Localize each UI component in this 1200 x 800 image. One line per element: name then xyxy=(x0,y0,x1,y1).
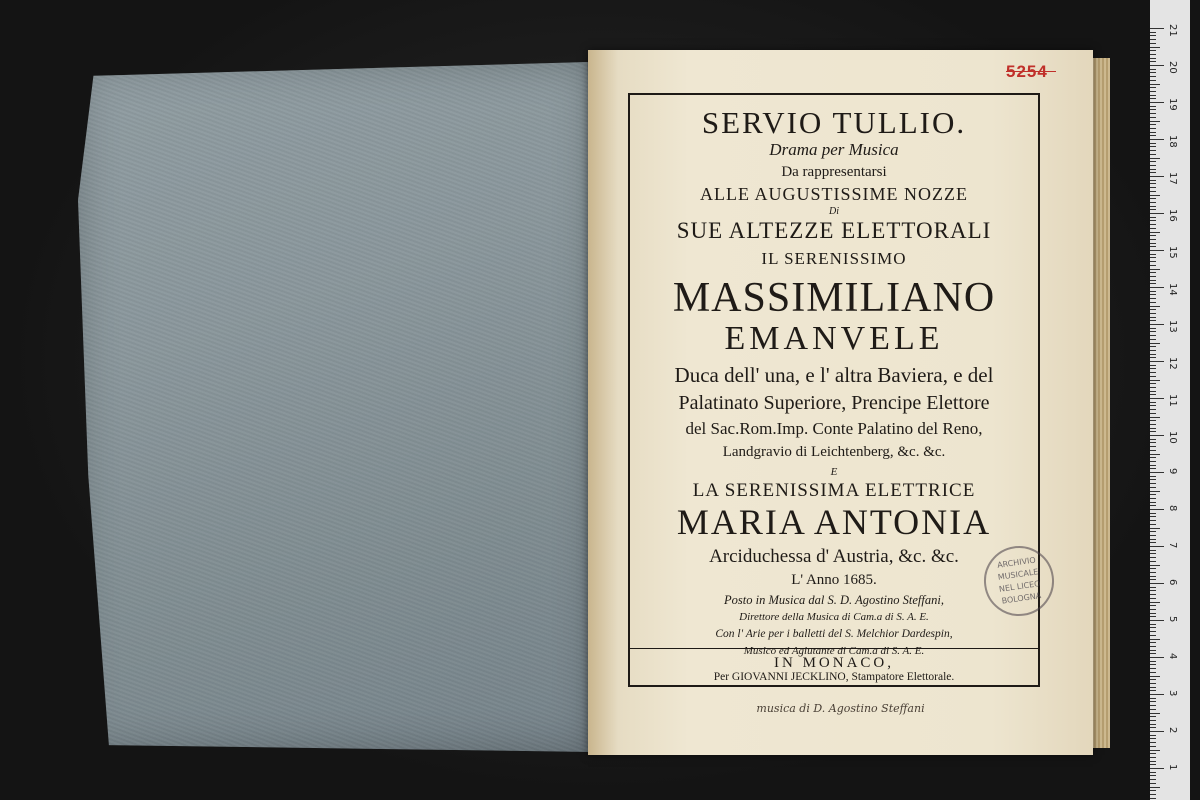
ruler-tick xyxy=(1150,272,1156,273)
ruler-tick xyxy=(1150,561,1156,562)
ruler-tick xyxy=(1150,768,1164,769)
ruler-tick xyxy=(1150,498,1156,499)
ruler-tick xyxy=(1150,180,1156,181)
ruler-number: 13 xyxy=(1167,320,1178,333)
title-servio-tullio: SERVIO TULLIO. xyxy=(701,105,967,140)
ruler-tick xyxy=(1150,772,1156,773)
ruler-tick xyxy=(1150,713,1160,714)
ruler-tick xyxy=(1150,335,1156,336)
ruler-tick xyxy=(1150,676,1160,677)
ruler-tick xyxy=(1150,191,1156,192)
ruler-tick xyxy=(1150,553,1156,554)
ruler-tick xyxy=(1150,246,1156,247)
ruler-tick xyxy=(1150,531,1156,532)
ruler-tick xyxy=(1150,169,1156,170)
line-e: E xyxy=(830,466,838,478)
ruler-tick xyxy=(1150,491,1160,492)
ruler-tick xyxy=(1150,183,1156,184)
ruler-tick xyxy=(1150,158,1160,159)
ruler-tick xyxy=(1150,354,1156,355)
ruler-number: 6 xyxy=(1167,579,1178,586)
ruler-tick xyxy=(1150,213,1164,214)
ruler-tick xyxy=(1150,468,1156,469)
line-di: Di xyxy=(829,206,839,217)
ruler-tick xyxy=(1150,557,1156,558)
ruler-tick xyxy=(1150,250,1164,251)
ruler-number: 12 xyxy=(1167,357,1178,370)
ruler-tick xyxy=(1150,317,1156,318)
ruler-tick xyxy=(1150,409,1156,410)
ruler-tick xyxy=(1150,61,1156,62)
ruler-tick xyxy=(1150,439,1156,440)
ruler-tick xyxy=(1150,313,1156,314)
ruler-tick xyxy=(1150,794,1156,795)
ruler-tick xyxy=(1150,590,1156,591)
ruler-tick xyxy=(1150,309,1156,310)
ruler-tick xyxy=(1150,509,1164,510)
ruler-tick xyxy=(1150,605,1156,606)
ruler-tick xyxy=(1150,764,1156,765)
ruler-tick xyxy=(1150,257,1156,258)
ruler-tick xyxy=(1150,435,1164,436)
measuring-ruler xyxy=(1150,0,1190,800)
ruler-tick xyxy=(1150,646,1156,647)
ruler-tick xyxy=(1150,35,1156,36)
ruler-tick xyxy=(1150,69,1156,70)
line-massimiliano: MASSIMILIANO xyxy=(672,275,996,321)
ruler-tick xyxy=(1150,461,1156,462)
ruler-tick xyxy=(1150,361,1164,362)
ruler-tick xyxy=(1150,124,1156,125)
ruler-tick xyxy=(1150,243,1156,244)
ruler-tick xyxy=(1150,50,1156,51)
ruler-tick xyxy=(1150,254,1156,255)
ruler-tick xyxy=(1150,624,1156,625)
ruler-tick xyxy=(1150,787,1160,788)
ruler-tick xyxy=(1150,513,1156,514)
title-page xyxy=(588,50,1093,755)
ruler-tick xyxy=(1150,113,1156,114)
ruler-tick xyxy=(1150,121,1160,122)
ruler-tick xyxy=(1150,583,1164,584)
ruler-tick xyxy=(1150,95,1156,96)
ruler-tick xyxy=(1150,505,1156,506)
ruler-tick xyxy=(1150,587,1156,588)
ruler-tick xyxy=(1150,261,1156,262)
ruler-tick xyxy=(1150,779,1156,780)
ruler-tick xyxy=(1150,753,1156,754)
ruler-tick xyxy=(1150,616,1156,617)
ruler-number: 21 xyxy=(1167,24,1178,37)
ruler-tick xyxy=(1150,202,1156,203)
ruler-number: 20 xyxy=(1167,61,1178,74)
ruler-tick xyxy=(1150,672,1156,673)
stamp-line-1: ARCHIVIO xyxy=(996,555,1037,570)
ruler-tick xyxy=(1150,698,1156,699)
ruler-tick xyxy=(1150,84,1160,85)
ruler-tick xyxy=(1150,457,1156,458)
line-da-rappresentarsi: Da rappresentarsi xyxy=(781,164,887,180)
ruler-tick xyxy=(1150,635,1156,636)
ruler-tick xyxy=(1150,761,1156,762)
ruler-tick xyxy=(1150,283,1156,284)
ruler-tick xyxy=(1150,217,1156,218)
ruler-tick xyxy=(1150,705,1156,706)
line-anno: L' Anno 1685. xyxy=(791,572,877,588)
line-arciduchessa: Arciduchessa d' Austria, &c. &c. xyxy=(709,546,959,567)
line-posto-in-musica: Posto in Musica dal S. D. Agostino Steffani, xyxy=(724,593,944,607)
ruler-tick xyxy=(1150,91,1156,92)
ruler-tick xyxy=(1150,206,1156,207)
line-sac-rom: del Sac.Rom.Imp. Conte Palatino del Reno, xyxy=(685,419,983,438)
line-emanvele: EMANVELE xyxy=(724,320,944,357)
ruler-tick xyxy=(1150,65,1164,66)
ruler-number: 14 xyxy=(1167,283,1178,296)
ruler-tick xyxy=(1150,376,1156,377)
ruler-number: 5 xyxy=(1167,616,1178,623)
ruler-tick xyxy=(1150,195,1160,196)
ruler-tick xyxy=(1150,176,1164,177)
ruler-tick xyxy=(1150,346,1156,347)
line-in-monaco: IN MONACO, xyxy=(774,655,894,671)
ruler-tick xyxy=(1150,387,1156,388)
ruler-tick xyxy=(1150,476,1156,477)
ruler-tick xyxy=(1150,146,1156,147)
ruler-tick xyxy=(1150,428,1156,429)
ruler-tick xyxy=(1150,516,1156,517)
ruler-tick xyxy=(1150,47,1160,48)
ruler-number: 2 xyxy=(1167,727,1178,734)
ruler-tick xyxy=(1150,98,1156,99)
ruler-number: 18 xyxy=(1167,135,1178,148)
ruler-tick xyxy=(1150,413,1156,414)
ruler-tick xyxy=(1150,132,1156,133)
ruler-tick xyxy=(1150,106,1156,107)
ruler-number: 8 xyxy=(1167,505,1178,512)
ruler-tick xyxy=(1150,135,1156,136)
ruler-tick xyxy=(1150,58,1156,59)
ruler-tick xyxy=(1150,431,1156,432)
ruler-tick xyxy=(1150,579,1156,580)
ruler-tick xyxy=(1150,32,1156,33)
ruler-tick xyxy=(1150,398,1164,399)
ruler-tick xyxy=(1150,198,1156,199)
ruler-tick xyxy=(1150,235,1156,236)
ruler-tick xyxy=(1150,109,1156,110)
ruler-tick xyxy=(1150,43,1156,44)
stamp-line-2: MUSICALE xyxy=(997,567,1039,582)
ruler-tick xyxy=(1150,224,1156,225)
ruler-tick xyxy=(1150,727,1156,728)
ruler-number: 19 xyxy=(1167,98,1178,111)
ruler-tick xyxy=(1150,324,1164,325)
ruler-tick xyxy=(1150,357,1156,358)
ruler-tick xyxy=(1150,757,1156,758)
ruler-tick xyxy=(1150,528,1160,529)
ruler-tick xyxy=(1150,690,1156,691)
ruler-tick xyxy=(1150,446,1156,447)
ruler-tick xyxy=(1150,128,1156,129)
ruler-tick xyxy=(1150,746,1156,747)
line-serenissimo: IL SERENISSIMO xyxy=(761,249,907,268)
ruler-tick xyxy=(1150,39,1156,40)
ruler-tick xyxy=(1150,572,1156,573)
ruler-number: 9 xyxy=(1167,468,1178,475)
ruler-tick xyxy=(1150,735,1156,736)
ruler-tick xyxy=(1150,479,1156,480)
ruler-tick xyxy=(1150,298,1156,299)
ruler-tick xyxy=(1150,442,1156,443)
ruler-tick xyxy=(1150,465,1156,466)
ruler-tick xyxy=(1150,269,1160,270)
ruler-tick xyxy=(1150,343,1160,344)
ruler-tick xyxy=(1150,790,1156,791)
ruler-tick xyxy=(1150,76,1156,77)
ruler-tick xyxy=(1150,664,1156,665)
ruler-tick xyxy=(1150,368,1156,369)
ruler-tick xyxy=(1150,639,1160,640)
ruler-tick xyxy=(1150,424,1156,425)
line-direttore: Direttore della Musica di Cam.a di S. A. E. xyxy=(739,611,929,623)
ruler-tick xyxy=(1150,775,1156,776)
ruler-tick xyxy=(1150,143,1156,144)
ruler-tick xyxy=(1150,154,1156,155)
ruler-tick xyxy=(1150,546,1164,547)
ruler-tick xyxy=(1150,405,1156,406)
ruler-number: 15 xyxy=(1167,246,1178,259)
ruler-tick xyxy=(1150,394,1156,395)
ruler-tick xyxy=(1150,750,1160,751)
ruler-tick xyxy=(1150,80,1156,81)
ruler-tick xyxy=(1150,602,1160,603)
ruler-tick xyxy=(1150,631,1156,632)
ruler-tick xyxy=(1150,228,1156,229)
ruler-tick xyxy=(1150,265,1156,266)
ruler-tick xyxy=(1150,524,1156,525)
ruler-tick xyxy=(1150,668,1156,669)
stamp-line-4: BOLOGNA xyxy=(1001,591,1042,606)
ruler-tick xyxy=(1150,187,1156,188)
ruler-tick xyxy=(1150,716,1156,717)
ruler-tick xyxy=(1150,102,1164,103)
ruler-tick xyxy=(1150,172,1156,173)
line-duca: Duca dell' una, e l' altra Baviera, e del xyxy=(674,363,994,387)
title-frame xyxy=(628,93,1040,687)
ruler-tick xyxy=(1150,594,1156,595)
ruler-tick xyxy=(1150,568,1156,569)
ruler-tick xyxy=(1150,417,1160,418)
ruler-tick xyxy=(1150,679,1156,680)
ruler-tick xyxy=(1150,798,1156,799)
ruler-tick xyxy=(1150,328,1156,329)
ruler-tick xyxy=(1150,724,1156,725)
line-maria-antonia: MARIA ANTONIA xyxy=(676,502,992,542)
ruler-tick xyxy=(1150,653,1156,654)
ruler-number: 1 xyxy=(1167,764,1178,771)
ruler-tick xyxy=(1150,391,1156,392)
ruler-tick xyxy=(1150,694,1164,695)
ruler-tick xyxy=(1150,165,1156,166)
ruler-tick xyxy=(1150,331,1156,332)
ruler-tick xyxy=(1150,28,1164,29)
ruler-tick xyxy=(1150,139,1164,140)
ruler-tick xyxy=(1150,487,1156,488)
ruler-tick xyxy=(1150,87,1156,88)
ruler-number: 17 xyxy=(1167,172,1178,185)
ruler-tick xyxy=(1150,720,1156,721)
ruler-number: 11 xyxy=(1167,394,1178,407)
ruler-tick xyxy=(1150,276,1156,277)
line-landgravio: Landgravio di Leichtenberg, &c. &c. xyxy=(722,444,946,460)
line-arie-balletti: Con l' Arie per i balletti del S. Melchior Dardespin, xyxy=(715,628,953,640)
ruler-tick xyxy=(1150,783,1156,784)
ruler-tick xyxy=(1150,350,1156,351)
ruler-tick xyxy=(1150,339,1156,340)
ruler-number: 10 xyxy=(1167,431,1178,444)
subtitle-drama: Drama per Musica xyxy=(769,140,899,159)
ruler-tick xyxy=(1150,550,1156,551)
ruler-tick xyxy=(1150,209,1156,210)
ruler-tick xyxy=(1150,302,1156,303)
ruler-tick xyxy=(1150,450,1156,451)
ruler-tick xyxy=(1150,539,1156,540)
ruler-tick xyxy=(1150,365,1156,366)
ruler-tick xyxy=(1150,709,1156,710)
ruler-number: 16 xyxy=(1167,209,1178,222)
shelfmark-strike xyxy=(1006,71,1056,72)
ruler-tick xyxy=(1150,565,1160,566)
ruler-tick xyxy=(1150,54,1156,55)
ruler-tick xyxy=(1150,542,1156,543)
ruler-tick xyxy=(1150,620,1164,621)
ruler-tick xyxy=(1150,683,1156,684)
ruler-tick xyxy=(1150,72,1156,73)
ruler-tick xyxy=(1150,454,1160,455)
ruler-tick xyxy=(1150,287,1164,288)
ruler-tick xyxy=(1150,576,1156,577)
ruler-tick xyxy=(1150,291,1156,292)
ruler-tick xyxy=(1150,294,1156,295)
ruler-tick xyxy=(1150,232,1160,233)
ruler-tick xyxy=(1150,117,1156,118)
ruler-number: 3 xyxy=(1167,690,1178,697)
line-serenissima: LA SERENISSIMA ELETTRICE xyxy=(692,480,976,501)
ruler-tick xyxy=(1150,420,1156,421)
imprint-rule xyxy=(630,648,1038,649)
ruler-tick xyxy=(1150,472,1164,473)
line-printer: Per GIOVANNI JECKLINO, Stampatore Elettorale. xyxy=(713,671,955,683)
ruler-tick xyxy=(1150,627,1156,628)
shelfmark: 5254 xyxy=(1006,62,1048,81)
ruler-tick xyxy=(1150,731,1164,732)
ruler-tick xyxy=(1150,383,1156,384)
ruler-tick xyxy=(1150,402,1156,403)
line-musico: Musico ed Agiutante di Cam.a di S. A. E. xyxy=(743,645,925,657)
ruler-tick xyxy=(1150,535,1156,536)
stamp-line-3: NEL LICEO xyxy=(998,579,1042,594)
line-palatinato: Palatinato Superiore, Prencipe Elettore xyxy=(678,392,990,414)
ruler-tick xyxy=(1150,661,1156,662)
ruler-tick xyxy=(1150,320,1156,321)
ruler-tick xyxy=(1150,738,1156,739)
ruler-tick xyxy=(1150,609,1156,610)
ruler-tick xyxy=(1150,380,1160,381)
line-altezze: SUE ALTEZZE ELETTORALI xyxy=(676,218,992,243)
ruler-tick xyxy=(1150,701,1156,702)
line-nozze: ALLE AUGUSTISSIME NOZZE xyxy=(700,184,968,204)
ruler-tick xyxy=(1150,239,1156,240)
ruler-tick xyxy=(1150,657,1164,658)
ruler-number: 4 xyxy=(1167,653,1178,660)
ruler-tick xyxy=(1150,598,1156,599)
ruler-tick xyxy=(1150,280,1156,281)
ruler-tick xyxy=(1150,520,1156,521)
ruler-tick xyxy=(1150,613,1156,614)
ruler-tick xyxy=(1150,650,1156,651)
ruler-tick xyxy=(1150,306,1160,307)
ruler-tick xyxy=(1150,742,1156,743)
ruler-tick xyxy=(1150,220,1156,221)
handwritten-note: musica di D. Agostino Steffani xyxy=(756,702,925,715)
ruler-tick xyxy=(1150,494,1156,495)
ruler-tick xyxy=(1150,161,1156,162)
ruler-tick xyxy=(1150,483,1156,484)
ruler-tick xyxy=(1150,502,1156,503)
ruler-tick xyxy=(1150,372,1156,373)
ruler-tick xyxy=(1150,150,1156,151)
ruler-tick xyxy=(1150,687,1156,688)
ruler-tick xyxy=(1150,642,1156,643)
book-cover-left xyxy=(78,62,593,752)
ruler-number: 7 xyxy=(1167,542,1178,549)
